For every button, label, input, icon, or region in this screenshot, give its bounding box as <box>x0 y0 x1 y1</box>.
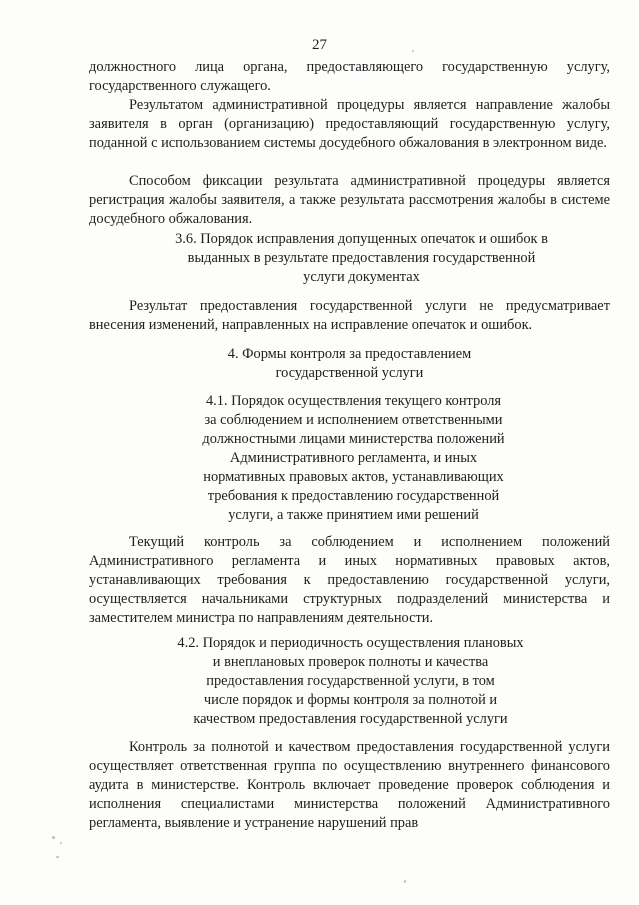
scan-speck <box>60 842 62 844</box>
heading-line: требования к предоставлению государственной <box>207 488 500 504</box>
heading-line: и внеплановых проверок полноты и качества <box>212 654 489 670</box>
paragraph: Текущий контроль за соблюдением и исполнением положений Административного регламента и иных нормативных правовых актов, устанавливающих требования к предоставлению государственной услуги, осуществляется начальниками структурных подразделений министерства и заместителем министра по направлениям деятельности. <box>89 534 610 626</box>
paragraph: Контроль за полнотой и качеством предоставления государственной услуги осуществляет ответственная группа по осуществлению внутреннего финансового аудита в министерстве. Контроль включает проведение проверок соблюдения и исполнения специалистами министерства положений Административного регламента, выявление и устранение нарушений прав <box>89 739 610 831</box>
paragraph-corrections <box>89 297 610 335</box>
heading-line: числе порядок и формы контроля за полнотой и <box>203 692 498 708</box>
section-heading-3-6 <box>0 230 639 287</box>
section-heading-4 <box>0 345 639 383</box>
paragraph-continuation <box>89 58 610 96</box>
paragraph-quality-control <box>89 738 610 833</box>
section-heading-4-2 <box>0 634 639 729</box>
heading-line: выданных в результате предоставления государственной <box>187 250 536 266</box>
scan-speck <box>52 836 55 839</box>
paragraph-fixation <box>89 172 610 229</box>
paragraph: должностного лица органа, предоставляющего государственную услугу, государственного служащего. <box>89 59 610 94</box>
heading-line: 4. Формы контроля за предоставлением <box>227 346 472 362</box>
scan-speck <box>404 880 406 883</box>
heading-line: нормативных правовых актов, устанавливающих <box>203 469 504 485</box>
heading-line: должностными лицами министерства положений <box>202 431 505 447</box>
heading-line: предоставления государственной услуги, в том <box>206 673 495 689</box>
section-heading-4-1 <box>0 392 639 525</box>
scan-speck <box>56 856 59 858</box>
paragraph-current-control <box>89 533 610 628</box>
heading-line: услуги, а также принятием ими решений <box>228 507 479 523</box>
paragraph-result <box>89 96 610 153</box>
paragraph: Результатом административной процедуры является направление жалобы заявителя в орган (организацию) предоставляющий государственную услугу, поданной с использованием системы досудебного обжалования в электронном виде. <box>89 97 610 151</box>
heading-line: за соблюдением и исполнением ответственными <box>204 412 503 428</box>
heading-line: Административного регламента, и иных <box>229 450 478 466</box>
heading-line: 4.2. Порядок и периодичность осуществления плановых <box>177 635 524 651</box>
heading-line: качеством предоставления государственной услуги <box>193 711 508 727</box>
heading-line: 4.1. Порядок осуществления текущего контроля <box>205 393 502 409</box>
paragraph: Результат предоставления государственной услуги не предусматривает внесения изменений, направленных на исправление опечаток и ошибок. <box>89 298 610 333</box>
scan-speck <box>412 50 414 52</box>
heading-line: государственной услуги <box>275 365 424 381</box>
page-number: 27 <box>312 37 327 53</box>
paragraph: Способом фиксации результата административной процедуры является регистрация жалобы заявителя, а также результата рассмотрения жалобы в системе досудебного обжалования. <box>89 173 610 227</box>
heading-line: услуги документах <box>303 269 420 285</box>
heading-line: 3.6. Порядок исправления допущенных опечаток и ошибок в <box>175 231 548 247</box>
